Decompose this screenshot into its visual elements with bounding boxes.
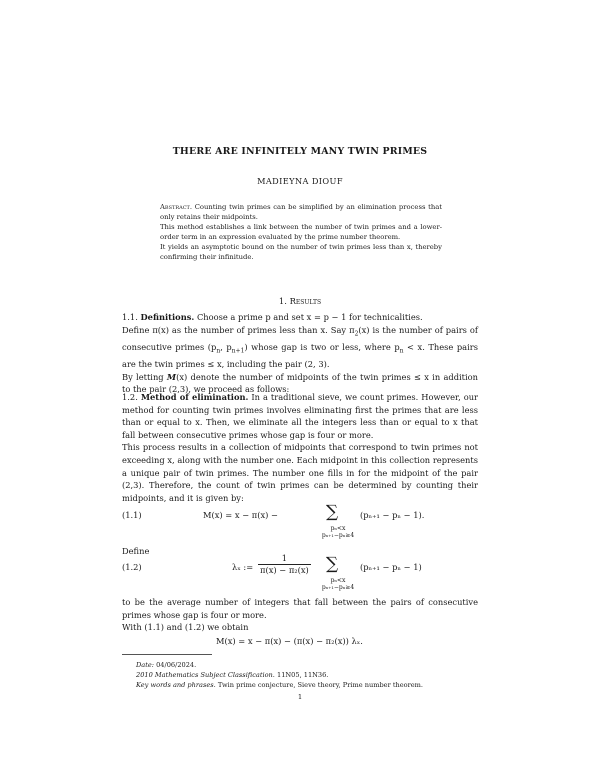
- sum-2-subscript-1: pₙ<x: [330, 577, 346, 584]
- author-name: MADIEYNA DIOUF: [257, 176, 343, 186]
- section-heading: 1. Results: [278, 296, 322, 306]
- elimination-paragraph: 1.2. Method of elimination. In a traditional sieve, we count primes. However, our method for counting twin primes involves eliminating first the primes that are less than or equal to x. Then, we eliminate all the integers less than or equal to x that fall between consecutive primes whose gap is four or more. This process results in a collection of midpoints that correspond to twin primes not exceeding x, along with the number one. Each midpoint in this collection represents a unique pair of twin primes. The number one fills in for the midpoint of the pair (2,3). Therefore, the count of twin primes can be determined by counting their midpoints, and it is given by:: [122, 392, 479, 503]
- subsection-heading: Definitions.: [140, 312, 195, 322]
- abstract-line-1: Abstract. Counting twin primes can be simplified by an elimination process that only retains their midpoints.: [160, 203, 442, 221]
- sum-symbol-1: ∑: [326, 502, 339, 522]
- abstract-label: Abstract.: [160, 203, 193, 211]
- footnote-date: Date: 04/06/2024.: [136, 661, 197, 669]
- equation-2-lhs: λₓ :=: [232, 562, 254, 572]
- equation-label-1: (1.1): [122, 510, 142, 520]
- abstract-line-2: This method establishes a link between the number of twin primes and a lower-order term in an expression evaluated by the prime number theorem.: [160, 223, 442, 241]
- define-word: Define: [122, 546, 150, 556]
- footnotes: [136, 660, 466, 690]
- footnote-keywords: Key words and phrases. Twin prime conjecture, Sieve theory, Prime number theorem.: [136, 681, 423, 689]
- fraction-denominator: π(x) − π₂(x): [260, 565, 309, 575]
- abstract-line-3: It yields an asymptotic bound on the number of twin primes less than x, thereby confirming their infinitude.: [160, 243, 442, 261]
- equation-1-lhs: M(x) = x − π(x) −: [203, 510, 278, 520]
- equation-1-summand: (pₙ₊₁ − pₙ − 1).: [360, 510, 425, 520]
- equation-3: M(x) = x − π(x) − (π(x) − π₂(x)) λₓ.: [216, 636, 363, 646]
- sum-symbol-2: ∑: [326, 554, 339, 574]
- equation-label-2: (1.2): [122, 562, 142, 572]
- equation-2-summand: (pₙ₊₁ − pₙ − 1): [360, 562, 422, 572]
- elimination-text-2: This process results in a collection of midpoints that correspond to twin primes not exceeding x, along with the number one. Each midpoint in this collection represents a unique pair of twin primes. The number one fills in for the midpoint of the pair (2,3). Therefore, the count of twin primes can be determined by counting their midpoints, and it is given by:: [122, 442, 478, 503]
- fraction-numerator: 1: [258, 553, 311, 565]
- sum-1-subscript-1: pₙ<x: [330, 525, 346, 532]
- paper-title: THERE ARE INFINITELY MANY TWIN PRIMES: [172, 146, 428, 157]
- subsection-number: 1.1.: [122, 312, 138, 322]
- sum-1-subscript-2: pₙ₊₁−pₙ≥4: [321, 532, 355, 539]
- equation-2-fraction: [258, 553, 311, 576]
- subsection-heading-2: Method of elimination.: [140, 392, 249, 402]
- footnote-rule: [122, 654, 212, 655]
- abstract: [160, 202, 442, 262]
- footnote-msc: 2010 Mathematics Subject Classification. 11N05, 11N36.: [136, 671, 329, 679]
- sum-2-subscript-2: pₙ₊₁−pₙ≥4: [321, 584, 355, 591]
- page-number: 1: [297, 693, 303, 701]
- with-line: With (1.1) and (1.2) we obtain: [122, 622, 249, 632]
- definitions-paragraph: 1.1. Definitions. Choose a prime p and set x = p − 1 for technicalities. Define π(x) as the number of primes less than x. Say $\pi_2(x)$ is the number of pairs of consecutive primes ($p_n$, $p_{n+1}$) whose gap is two or less, where $p_n < x$. These pairs are the twin primes ≤ x, including the pair (2, 3). By letting M(x) denote the number of midpoints of the twin primes ≤ x in addition to the pair (2,3), we proceed as follows:: [122, 312, 478, 395]
- lambda-definition-text: to be the average number of integers that fall between the pairs of consecutive primes whose gap is four or more.: [122, 597, 478, 620]
